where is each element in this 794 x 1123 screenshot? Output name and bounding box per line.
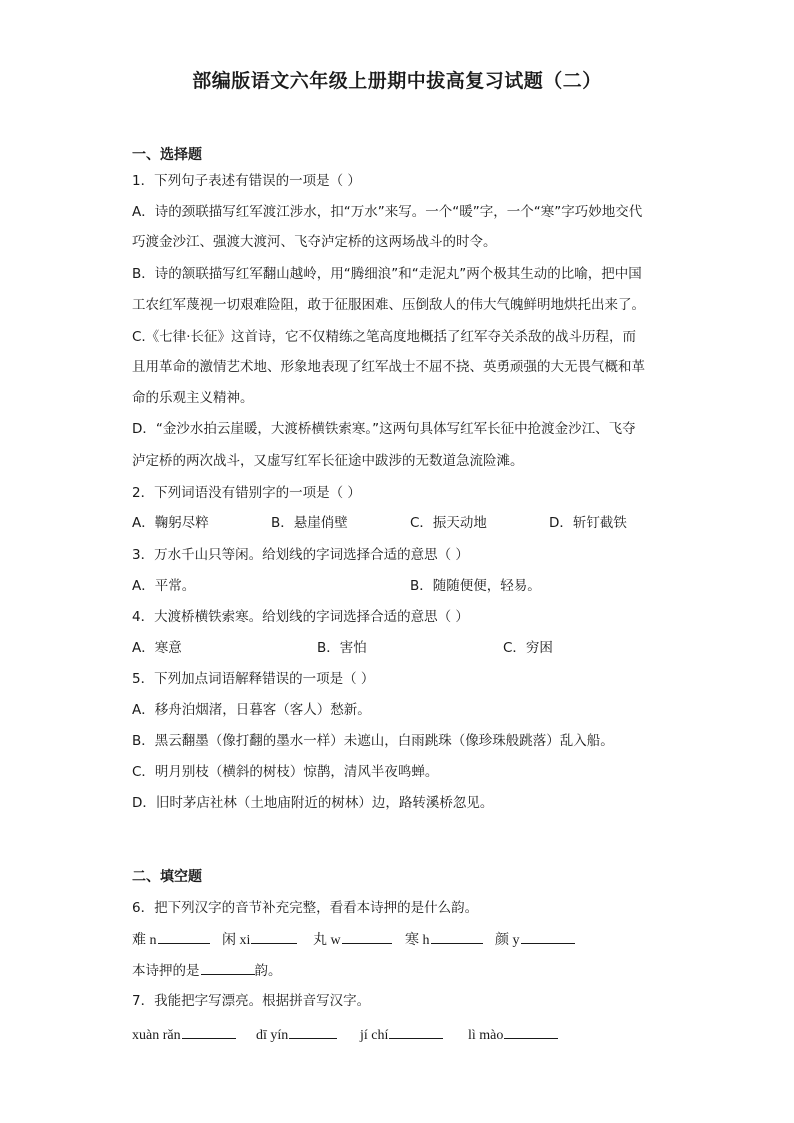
section-heading-fill: 二、填空题 [132,869,202,885]
question-2-option-a: A．鞠躬尽粹 [132,515,209,531]
pinyin-prompt: 丸 w [313,933,341,948]
section-heading-choice: 一、选择题 [132,147,202,163]
answer-blank[interactable] [201,960,255,975]
question-4-stem: 4．大渡桥横铁索寒。给划线的字词选择合适的意思（ ） [132,609,469,625]
question-6-blank-4 [405,929,483,951]
pinyin-prompt: 颜 y [495,933,520,948]
answer-blank[interactable] [158,929,210,944]
question-3-option-a: A．平常。 [132,578,196,594]
page-title: 部编版语文六年级上册期中拔高复习试题（二） [192,70,602,92]
question-1-option-d-line1: D．“金沙水拍云崖暖，大渡桥横铁索寒。”这两句具体写红军长征中抢渡金沙江、飞夺 [132,421,636,437]
pinyin-prompt: 闲 xi [222,933,251,948]
question-7-blank-1 [132,1024,236,1046]
question-4-option-b: B．害怕 [317,640,367,656]
question-6-blank-1 [132,929,210,951]
question-1-option-b-line2: 工农红军蔑视一切艰难险阻，敢于征服困难、压倒敌人的伟大气魄鲜明地烘托出来了。 [132,297,645,313]
answer-blank[interactable] [289,1024,337,1039]
question-1-option-a-line2: 巧渡金沙江、强渡大渡河、飞夺泸定桥的这两场战斗的时令。 [132,234,497,250]
question-1-option-c-line3: 命的乐观主义精神。 [132,390,254,406]
question-6-rhyme-line [132,960,282,981]
question-5-option-b: B．黑云翻墨（像打翻的墨水一样）未遮山，白雨跳珠（像珍珠般跳落）乱入船。 [132,733,614,749]
question-1-option-a-line1: A．诗的颈联描写红军渡江涉水，扣“万水”来写。一个“暖”字，一个“寒”字巧妙地交代 [132,204,643,220]
question-7-stem: 7．我能把字写漂亮。根据拼音写汉字。 [132,993,371,1009]
pinyin-prompt: jí chí [360,1028,389,1043]
answer-blank[interactable] [431,929,483,944]
answer-blank[interactable] [251,929,297,944]
question-4-option-c: C．穷困 [503,640,553,656]
question-6-blank-5 [495,929,575,951]
question-3-stem: 3．万水千山只等闲。给划线的字词选择合适的意思（ ） [132,547,469,563]
question-3-option-b: B．随随便便，轻易。 [410,578,541,594]
question-1-option-d-line2: 泸定桥的两次战斗，又虚写红军长征途中跋涉的无数道急流险滩。 [132,453,524,469]
question-7-blank-3 [360,1024,443,1046]
question-7-blank-4 [468,1024,558,1046]
question-5-stem: 5．下列加点词语解释错误的一项是（ ） [132,671,375,687]
question-6-blank-3 [313,929,392,951]
pinyin-prompt: 寒 h [405,933,430,948]
pinyin-prompt: xuàn rǎn [132,1028,181,1043]
question-1-stem: 1．下列句子表述有错误的一项是（ ） [132,173,361,189]
question-2-option-b: B．悬崖俏壁 [271,515,348,531]
answer-blank[interactable] [342,929,392,944]
answer-blank[interactable] [182,1024,236,1039]
question-2-option-c: C．振天动地 [410,515,487,531]
question-2-option-d: D．斩钉截铁 [549,515,627,531]
question-2-stem: 2．下列词语没有错别字的一项是（ ） [132,485,361,501]
answer-blank[interactable] [504,1024,558,1039]
question-1-option-b-line1: B．诗的颔联描写红军翻山越岭，用“腾细浪”和“走泥丸”两个极其生动的比喻，把中国 [132,266,642,282]
pinyin-prompt: 难 n [132,933,157,948]
rhyme-prefix: 本诗押的是 [132,963,200,979]
question-6-stem: 6．把下列汉字的音节补充完整，看看本诗押的是什么韵。 [132,900,479,916]
question-7-blank-2 [256,1024,337,1046]
question-1-option-c-line1: C.《七律·长征》这首诗，它不仅精练之笔高度地概括了红军夺关杀敌的战斗历程，而 [132,329,637,345]
question-4-option-a: A．寒意 [132,640,182,656]
rhyme-suffix: 韵。 [254,963,282,979]
question-5-option-a: A．移舟泊烟渚，日暮客（客人）愁新。 [132,702,371,718]
question-5-option-c: C．明月别枝（横斜的树枝）惊鹊，清风半夜鸣蝉。 [132,764,439,780]
question-1-option-c-line2: 且用革命的激情艺术地、形象地表现了红军战士不屈不挠、英勇顽强的大无畏气概和革 [132,359,645,375]
pinyin-prompt: lì mào [468,1028,504,1043]
pinyin-prompt: dī yín [256,1028,289,1043]
question-5-option-d: D．旧时茅店社林（土地庙附近的树林）边，路转溪桥忽见。 [132,795,494,811]
answer-blank[interactable] [389,1024,443,1039]
answer-blank[interactable] [521,929,575,944]
question-6-blank-2 [222,929,297,951]
